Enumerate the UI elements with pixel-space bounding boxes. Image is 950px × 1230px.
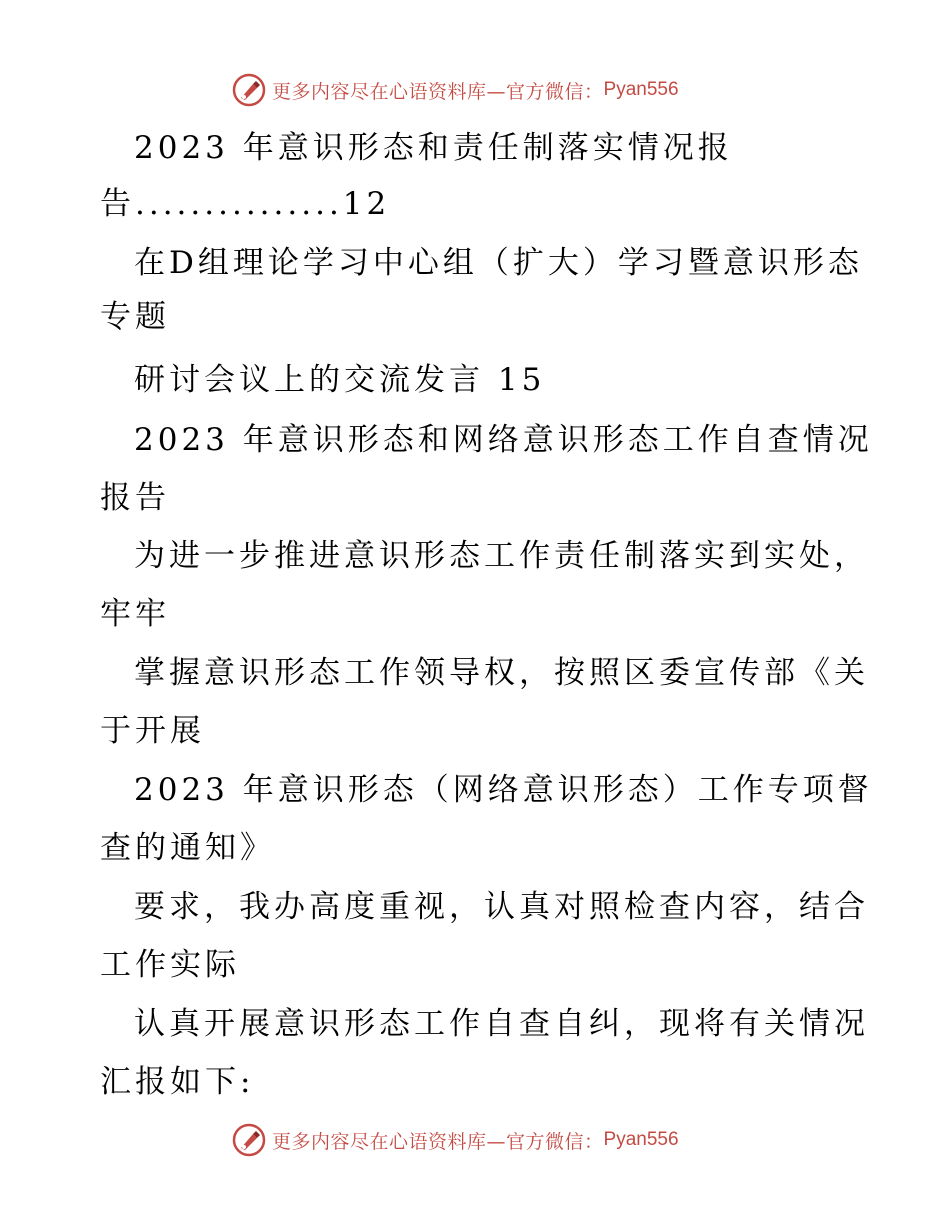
- text-line: 汇报如下:: [100, 1064, 255, 1100]
- watermark-wechat-id: Pyan556: [603, 79, 679, 100]
- text-line: 为进一步推进意识形态工作责任制落实到实处，: [134, 538, 869, 574]
- text-line: 查的通知》: [100, 830, 275, 866]
- watermark-text: 更多内容尽在心语资料库—官方微信：: [272, 80, 604, 103]
- text-line: 在D组理论学习中心组（扩大）学习暨意识形态: [134, 245, 863, 281]
- text-line: 工作实际: [100, 947, 240, 983]
- pen-logo-icon: [232, 1123, 266, 1157]
- watermark-footer: [232, 1122, 679, 1158]
- text-line: 于开展: [100, 713, 205, 749]
- watermark-text: 更多内容尽在心语资料库—官方微信：: [272, 1130, 604, 1153]
- text-line: 2023 年意识形态（网络意识形态）工作专项督: [134, 772, 873, 808]
- text-line: 牢牢: [100, 596, 170, 632]
- text-line: 专题: [100, 299, 170, 335]
- text-line: 要求，我办高度重视，认真对照检查内容，结合: [134, 889, 869, 925]
- pen-logo-icon: [232, 73, 266, 107]
- text-line: 2023 年意识形态和网络意识形态工作自查情况: [134, 422, 873, 458]
- watermark-header: [232, 72, 679, 108]
- text-line: 2023 年意识形态和责任制落实情况报: [134, 130, 733, 166]
- text-line: 告...............12: [100, 186, 391, 222]
- text-line: 研讨会议上的交流发言 15: [134, 362, 546, 398]
- watermark-wechat-id: Pyan556: [603, 1129, 679, 1150]
- text-line: 掌握意识形态工作领导权，按照区委宣传部《关: [134, 655, 869, 691]
- text-line: 报告: [100, 480, 170, 516]
- text-line: 认真开展意识形态工作自查自纠，现将有关情况: [134, 1006, 869, 1042]
